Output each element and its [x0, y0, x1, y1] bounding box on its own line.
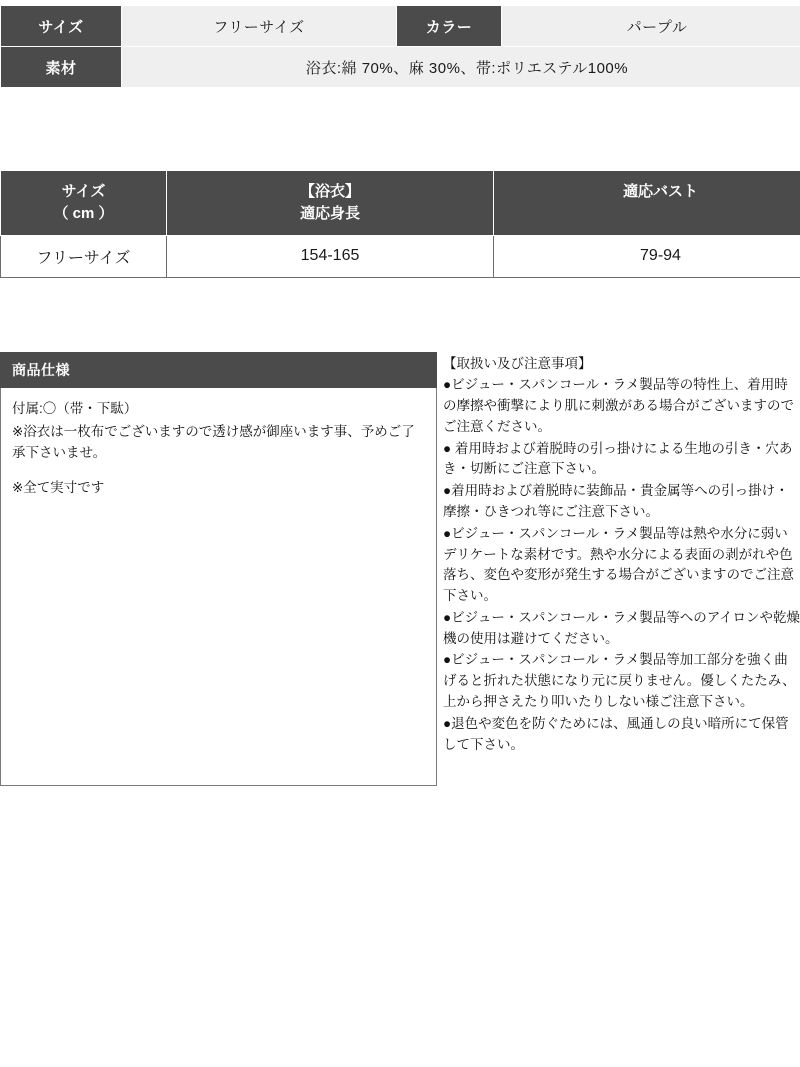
care-list	[443, 375, 800, 755]
size-table	[0, 170, 800, 278]
table-header-row	[1, 171, 800, 236]
size-header-size-line2: （ cm ）	[53, 204, 114, 222]
list-item: ●ビジュー・スパンコール・ラメ製品等加工部分を強く曲げると折れた状態になり元に戻りません。優しくたたみ、上から押さえたり叩いたりしない様ご注意下さい。	[443, 652, 796, 709]
spec-label-material: 素材	[1, 47, 122, 88]
size-header-height-line2: 適応身長	[299, 204, 360, 222]
list-item: ●着用時および着脱時に装飾品・貴金属等への引っ掛け・摩擦・ひきつれ等にご注意下さい。	[443, 483, 789, 519]
product-spec-body	[0, 388, 437, 786]
size-header-size	[1, 171, 167, 236]
table-row	[1, 47, 800, 88]
product-spec-line-2: ※浴衣は一枚布でございますので透け感が御座います事、予めご了承下さいませ。	[12, 423, 415, 460]
list-item: ●ビジュー・スパンコール・ラメ製品等は熱や水分に弱いデリケートな素材です。熱や水分による表面の剥がれや色落ち、変色や変形が発生する場合がございますのでご注意下さい。	[443, 525, 794, 604]
list-item: ● 着用時および着脱時の引っ掛けによる生地の引き・穴あき・切断にご注意下さい。	[443, 440, 793, 477]
size-cell-bust: 79-94	[494, 235, 800, 277]
size-cell-height: 154-165	[167, 235, 494, 277]
spec-table	[0, 5, 800, 88]
list-item: ●ビジュー・スパンコール・ラメ製品等の特性上、着用時の摩擦や衝撃により肌に刺激がある場合がございますのでご注意ください。	[443, 377, 794, 434]
spec-label-size: サイズ	[1, 6, 122, 47]
care-title: 【取扱い及び注意事項】	[443, 356, 592, 371]
list-item: ●退色や変色を防ぐためには、風通しの良い暗所にて保管して下さい。	[443, 715, 789, 752]
product-spec-note: ※全て実寸です	[12, 479, 105, 495]
size-header-bust-line1: 適応バスト	[622, 183, 698, 200]
table-row	[1, 235, 800, 277]
spec-value-color: パープル	[502, 6, 800, 47]
spec-label-color: カラー	[397, 6, 502, 47]
product-spec-panel	[0, 352, 437, 786]
size-header-height	[167, 171, 494, 236]
spec-value-size: フリーサイズ	[122, 6, 397, 47]
size-header-size-line1: サイズ	[61, 183, 106, 200]
product-spec-line-1: 付属:〇（帯・下駄）	[12, 401, 138, 416]
table-row	[1, 6, 800, 47]
spec-value-material: 浴衣:綿 70%、麻 30%、帯:ポリエステル100%	[122, 47, 800, 88]
care-panel	[437, 352, 800, 786]
size-header-height-line1: 【浴衣】	[299, 183, 360, 200]
size-header-bust	[494, 171, 800, 236]
bottom-section	[0, 352, 800, 786]
size-cell-size: フリーサイズ	[1, 235, 167, 277]
list-item: ●ビジュー・スパンコール・ラメ製品等へのアイロンや乾燥機の使用は避けてください。	[443, 609, 800, 646]
product-spec-title: 商品仕様	[0, 352, 437, 388]
